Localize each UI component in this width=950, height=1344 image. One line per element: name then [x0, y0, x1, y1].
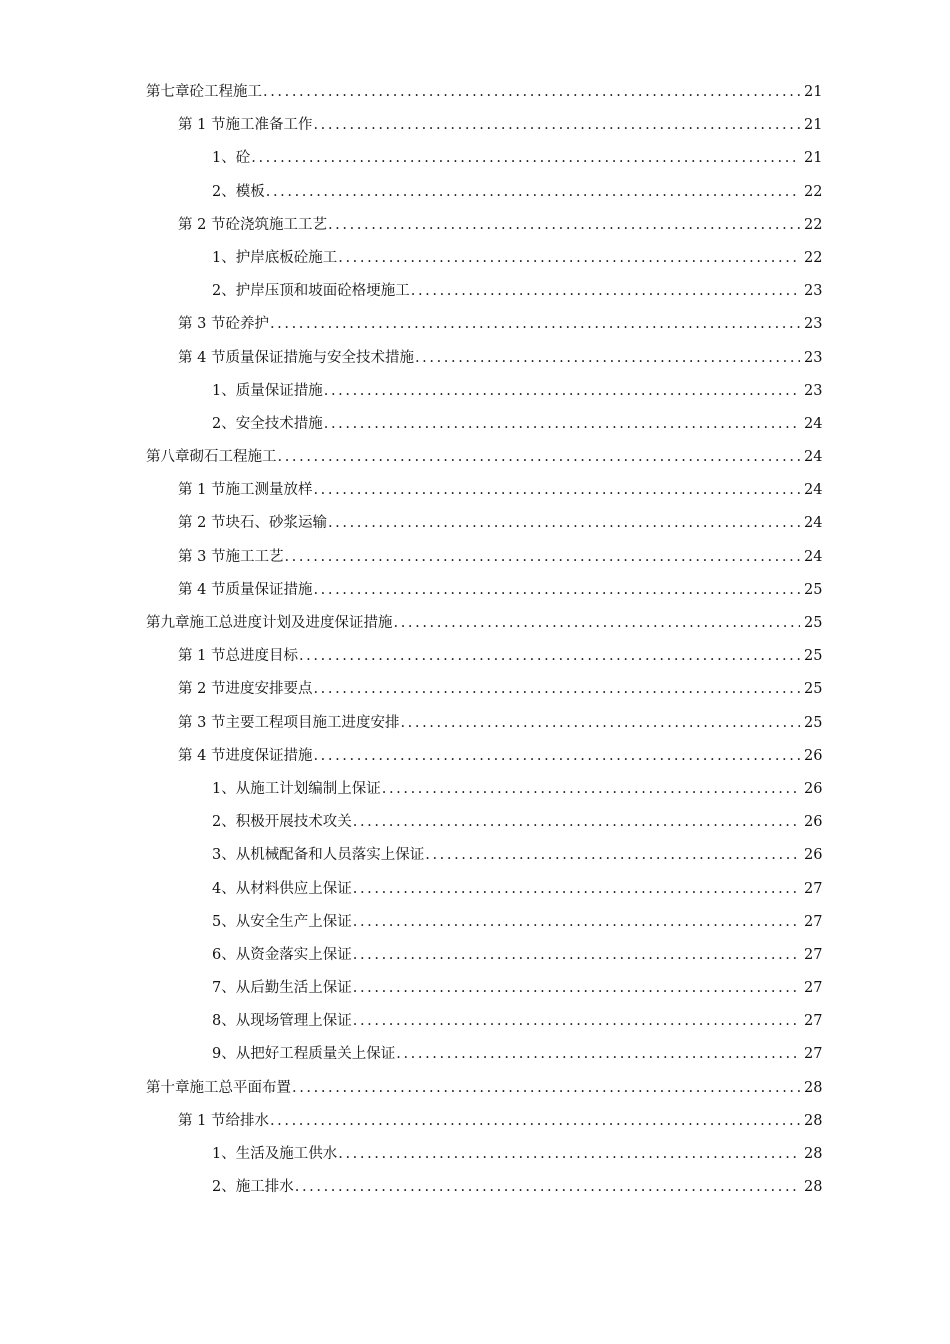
toc-entry[interactable]: [178, 308, 822, 341]
toc-entry[interactable]: [178, 342, 822, 375]
toc-row[interactable]: [0, 176, 950, 209]
dot-leader: [338, 1138, 800, 1171]
toc-row[interactable]: [0, 242, 950, 275]
toc-entry[interactable]: [212, 939, 822, 972]
toc-entry[interactable]: [146, 607, 822, 640]
toc-page-number: 25: [804, 648, 823, 665]
toc-page-number: 21: [804, 117, 823, 134]
toc-page-number: 23: [804, 283, 823, 300]
toc-entry[interactable]: [178, 707, 822, 740]
toc-number: 7、: [212, 980, 236, 997]
toc-number: 8、: [212, 1013, 236, 1030]
toc-page-number: 25: [804, 714, 823, 731]
dot-leader: [313, 740, 800, 773]
dot-leader: [382, 773, 800, 806]
toc-entry[interactable]: [212, 1005, 822, 1038]
dot-leader: [313, 574, 800, 607]
toc-title: 给排水: [225, 1112, 269, 1129]
dot-leader: [266, 176, 800, 209]
toc-page-number: 21: [804, 84, 823, 100]
toc-row[interactable]: [0, 408, 950, 441]
toc-row[interactable]: [0, 873, 950, 906]
toc-number: 6、: [212, 946, 236, 963]
toc-row[interactable]: [0, 375, 950, 408]
toc-number: 第 1 节: [178, 648, 226, 665]
dot-leader: [328, 507, 800, 540]
toc-title: 积极开展技术攻关: [235, 814, 352, 831]
toc-entry[interactable]: [146, 1072, 822, 1105]
dot-leader: [292, 1072, 800, 1105]
toc-row[interactable]: [0, 640, 950, 673]
toc-number: 1、: [212, 249, 236, 266]
toc-title: 从资金落实上保证: [235, 946, 352, 963]
toc-page-number: 24: [804, 449, 823, 466]
dot-leader: [313, 673, 800, 706]
toc-row[interactable]: [0, 1105, 950, 1138]
toc-row[interactable]: [0, 673, 950, 706]
toc-number: 第 2 节: [178, 216, 226, 233]
toc-number: 第 3 节: [178, 548, 226, 565]
toc-entry[interactable]: [178, 640, 822, 673]
toc-title: 施工总进度计划及进度保证措施: [189, 615, 393, 631]
toc-row[interactable]: [0, 541, 950, 574]
dot-leader: [270, 308, 800, 341]
toc-page-number: 24: [804, 415, 823, 432]
toc-row[interactable]: [0, 1171, 950, 1204]
toc-entry[interactable]: [178, 673, 822, 706]
toc-entry[interactable]: [212, 1138, 822, 1171]
toc-row[interactable]: [0, 607, 950, 640]
dot-leader: [299, 640, 800, 673]
toc-title: 进度安排要点: [225, 681, 313, 698]
toc-number: 4、: [212, 880, 236, 897]
toc-entry[interactable]: [212, 773, 822, 806]
toc-title: 总进度目标: [225, 648, 298, 665]
toc-number: 第 4 节: [178, 349, 226, 366]
dot-leader: [353, 972, 800, 1005]
toc-row[interactable]: [0, 342, 950, 375]
toc-number: 第七章: [146, 84, 190, 100]
toc-page-number: 27: [804, 1013, 823, 1030]
toc-title: 从安全生产上保证: [235, 913, 352, 930]
toc-number: 5、: [212, 913, 236, 930]
dot-leader: [400, 707, 800, 740]
toc-row[interactable]: [0, 1038, 950, 1071]
toc-page-number: 22: [804, 216, 823, 233]
toc-row[interactable]: [0, 209, 950, 242]
toc-page-number: 23: [804, 349, 823, 366]
toc-number: 第 1 节: [178, 117, 226, 134]
toc-number: 1、: [212, 382, 236, 399]
dot-leader: [353, 806, 800, 839]
dot-leader: [324, 375, 800, 408]
toc-title: 从把好工程质量关上保证: [235, 1046, 396, 1063]
toc-entry[interactable]: [212, 906, 822, 939]
toc-page-number: 25: [804, 581, 823, 598]
dot-leader: [353, 939, 800, 972]
toc-number: 2、: [212, 1179, 236, 1196]
dot-leader: [324, 408, 800, 441]
dot-leader: [394, 607, 801, 640]
toc-number: 1、: [212, 1146, 236, 1162]
toc-number: 第九章: [146, 615, 190, 631]
toc-page-number: 26: [804, 847, 823, 864]
dot-leader: [415, 342, 800, 375]
toc-title: 质量保证措施与安全技术措施: [225, 349, 414, 366]
toc-number: 3、: [212, 847, 236, 864]
toc-entry[interactable]: [212, 972, 822, 1005]
toc-row[interactable]: [0, 574, 950, 607]
toc-number: 第 4 节: [178, 581, 226, 598]
dot-leader: [284, 541, 800, 574]
toc-title: 从材料供应上保证: [235, 880, 352, 897]
toc-row[interactable]: [0, 275, 950, 308]
toc-title: 块石、砂浆运输: [225, 515, 327, 532]
toc-title: 主要工程项目施工进度安排: [225, 714, 400, 731]
table-of-contents: [0, 76, 950, 1204]
toc-entry[interactable]: [212, 142, 822, 175]
toc-page-number: 24: [804, 548, 823, 565]
toc-number: 第 3 节: [178, 714, 226, 731]
toc-row[interactable]: [0, 474, 950, 507]
toc-number: 第八章: [146, 449, 190, 466]
toc-entry[interactable]: [178, 474, 822, 507]
toc-entry[interactable]: [146, 441, 822, 474]
toc-row[interactable]: [0, 740, 950, 773]
toc-entry[interactable]: [178, 541, 822, 574]
toc-title: 施工排水: [235, 1179, 294, 1196]
dot-leader: [328, 209, 800, 242]
toc-title: 进度保证措施: [225, 747, 313, 764]
toc-row[interactable]: [0, 109, 950, 142]
toc-page-number: 28: [804, 1146, 823, 1162]
dot-leader: [396, 1038, 800, 1071]
toc-number: 第 1 节: [178, 482, 226, 499]
toc-row[interactable]: [0, 1138, 950, 1171]
toc-page-number: 21: [804, 150, 823, 167]
toc-title: 质量保证措施: [225, 581, 313, 598]
toc-title: 质量保证措施: [235, 382, 323, 399]
toc-page-number: 22: [804, 183, 823, 200]
toc-page-number: 22: [804, 249, 823, 266]
toc-number: 1、: [212, 780, 236, 797]
toc-page-number: 27: [804, 946, 823, 963]
toc-page-number: 27: [804, 1046, 823, 1063]
toc-row[interactable]: [0, 1072, 950, 1105]
toc-row[interactable]: [0, 142, 950, 175]
toc-page-number: 26: [804, 780, 823, 797]
toc-row[interactable]: [0, 972, 950, 1005]
dot-leader: [353, 873, 800, 906]
toc-entry[interactable]: [212, 176, 822, 209]
toc-page-number: 27: [804, 880, 823, 897]
toc-entry[interactable]: [212, 1038, 822, 1071]
toc-row[interactable]: [0, 507, 950, 540]
toc-row[interactable]: [0, 806, 950, 839]
toc-row[interactable]: [0, 707, 950, 740]
toc-number: 第 3 节: [178, 316, 226, 333]
toc-page-number: 26: [804, 814, 823, 831]
toc-row[interactable]: [0, 773, 950, 806]
toc-number: 2、: [212, 183, 236, 200]
toc-title: 安全技术措施: [235, 415, 323, 432]
toc-entry[interactable]: [212, 1171, 822, 1204]
toc-entry[interactable]: [212, 275, 822, 308]
toc-title: 砼浇筑施工工艺: [225, 216, 327, 233]
toc-page-number: 27: [804, 913, 823, 930]
dot-leader: [353, 1005, 800, 1038]
toc-entry[interactable]: [212, 242, 822, 275]
toc-title: 砼: [235, 150, 251, 167]
toc-title: 从后勤生活上保证: [235, 980, 352, 997]
toc-number: 2、: [212, 415, 236, 432]
toc-title: 砌石工程施工: [189, 449, 277, 466]
toc-row[interactable]: [0, 76, 950, 109]
dot-leader: [313, 474, 800, 507]
toc-title: 从施工计划编制上保证: [235, 780, 381, 797]
dot-leader: [353, 906, 800, 939]
toc-number: 第 2 节: [178, 681, 226, 698]
toc-page-number: 23: [804, 316, 823, 333]
dot-leader: [251, 142, 800, 175]
toc-page-number: 25: [804, 681, 823, 698]
toc-title: 护岸底板砼施工: [235, 249, 338, 266]
dot-leader: [411, 275, 800, 308]
toc-title: 施工工艺: [225, 548, 284, 565]
toc-number: 1、: [212, 150, 236, 167]
toc-title: 从现场管理上保证: [235, 1013, 352, 1030]
toc-title: 施工测量放样: [225, 482, 313, 499]
toc-page-number: 25: [804, 615, 823, 631]
dot-leader: [338, 242, 800, 275]
toc-number: 9、: [212, 1046, 236, 1063]
toc-row[interactable]: [0, 441, 950, 474]
toc-number: 第 1 节: [178, 1112, 226, 1129]
toc-entry[interactable]: [212, 806, 822, 839]
toc-entry[interactable]: [178, 1105, 822, 1138]
toc-page-number: 24: [804, 482, 823, 499]
toc-row[interactable]: [0, 839, 950, 872]
toc-entry[interactable]: [178, 109, 822, 142]
toc-number: 第十章: [146, 1079, 190, 1096]
toc-title: 砼工程施工: [189, 84, 262, 100]
toc-entry[interactable]: [212, 839, 822, 872]
toc-entry[interactable]: [146, 76, 822, 109]
toc-entry[interactable]: [178, 574, 822, 607]
toc-page-number: 23: [804, 382, 823, 399]
toc-entry[interactable]: [212, 873, 822, 906]
toc-title: 模板: [235, 183, 265, 200]
toc-title: 砼养护: [225, 316, 269, 333]
toc-title: 从机械配备和人员落实上保证: [235, 847, 425, 864]
toc-page-number: 26: [804, 747, 823, 764]
toc-entry[interactable]: [212, 408, 822, 441]
dot-leader: [278, 441, 801, 474]
toc-number: 第 2 节: [178, 515, 226, 532]
toc-title: 生活及施工供水: [235, 1146, 338, 1162]
toc-number: 2、: [212, 814, 236, 831]
dot-leader: [263, 76, 800, 109]
toc-page-number: 27: [804, 980, 823, 997]
toc-title: 施工总平面布置: [189, 1079, 291, 1096]
toc-row[interactable]: [0, 308, 950, 341]
toc-row[interactable]: [0, 939, 950, 972]
dot-leader: [270, 1105, 800, 1138]
toc-row[interactable]: [0, 1005, 950, 1038]
toc-title: 施工准备工作: [225, 117, 313, 134]
toc-row[interactable]: [0, 906, 950, 939]
toc-page-number: 28: [804, 1112, 823, 1129]
toc-title: 护岸压顶和坡面砼格埂施工: [235, 283, 410, 300]
toc-number: 第 4 节: [178, 747, 226, 764]
toc-number: 2、: [212, 283, 236, 300]
dot-leader: [295, 1171, 800, 1204]
toc-entry[interactable]: [178, 507, 822, 540]
toc-entry[interactable]: [178, 209, 822, 242]
toc-page-number: 24: [804, 515, 823, 532]
toc-page-number: 28: [804, 1179, 823, 1196]
toc-entry[interactable]: [212, 375, 822, 408]
toc-entry[interactable]: [178, 740, 822, 773]
dot-leader: [425, 839, 800, 872]
toc-page-number: 28: [804, 1079, 823, 1096]
dot-leader: [313, 109, 800, 142]
